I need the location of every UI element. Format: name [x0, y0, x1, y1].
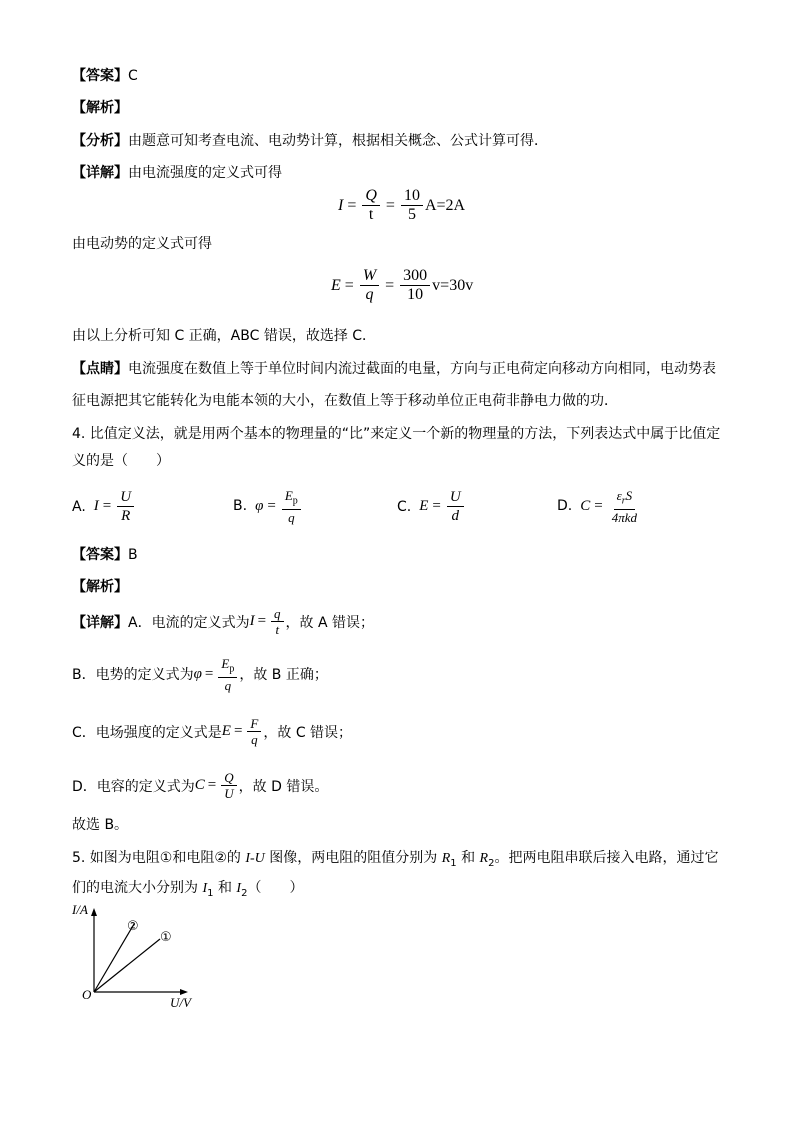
answer-value: C	[128, 68, 138, 84]
equation-emf: E = $\frac{W}{q}$ = $\frac{300}{10}$ v=30v	[331, 267, 474, 303]
x-axis-label: U/V	[170, 995, 191, 1010]
eq1-lhs: I	[338, 196, 344, 214]
eq2-frac1: $\frac{W}{q}$	[360, 267, 379, 304]
xiangjie-text: 由电流强度的定义式可得	[128, 165, 282, 181]
eq2-lhs: E	[331, 276, 341, 294]
line-resistor-1	[94, 939, 160, 992]
q4-explain-c: C．电场强度的定义式是 E = $\frac{F}{q}$ ，故 C 错误；	[72, 716, 353, 747]
xiangjie-tag: 【详解】	[72, 165, 128, 181]
dianjing-line-1: 【点睛】电流强度在数值上等于单位时间内流过截面的电量，方向与正电荷定向移动方向相同，电动势表	[72, 361, 716, 377]
eq2-result: v=30v	[432, 276, 474, 294]
eq1-result: A=2A	[424, 196, 466, 214]
y-axis-label: I/A	[72, 902, 88, 917]
conclusion: 由以上分析可知 C 正确，ABC 错误，故选择 C．	[72, 328, 377, 344]
answer-line-1	[72, 66, 138, 86]
q4-option-b[interactable]: B. φ = $\frac{E_p}{q}$	[233, 488, 303, 525]
y-axis-arrow	[91, 908, 97, 916]
eq2-frac2: $\frac{300}{10}$	[400, 267, 430, 304]
q4-option-c[interactable]: C. E = $\frac{U}{d}$	[397, 488, 466, 525]
line-2-label: ②	[127, 919, 139, 934]
analysis-tag: 【解析】	[72, 100, 128, 116]
q4-final: 故选 B。	[72, 817, 129, 833]
line-1-label: ①	[160, 930, 172, 945]
eq1-frac1: $\frac{Q}{t}$	[362, 187, 380, 224]
q4-option-d[interactable]: D. C = $\frac{\varepsilon_rS}{\text{4πkd}}$	[557, 488, 638, 525]
q4-option-a[interactable]: A. I = $\frac{U}{R}$	[72, 488, 136, 525]
q4-explain-d: D．电容的定义式为 C = $\frac{Q}{U}$ ，故 D 错误。	[72, 770, 329, 801]
q4-answer-value: B	[128, 547, 138, 563]
equation-current: I = $\frac{Q}{t}$ = $\frac{10}{5}$ A=2A	[338, 187, 466, 223]
xiangjie-line	[72, 163, 282, 183]
q5-stem-line-1: 5. 如图为电阻①和电阻②的 I-U 图像，两电阻的阻值分别为 $R_1$ 和 $R_2$。把两电阻串联后接入电路，通过它	[72, 850, 719, 869]
origin-label: O	[82, 987, 92, 1002]
answer-tag: 【答案】	[72, 68, 128, 84]
fenxi-line	[72, 131, 548, 151]
q4-answer-line: 【答案】B	[72, 547, 138, 563]
q4-explain-a: 【详解】 A．电流的定义式为 I = $\frac{q}{t}$ ，故 A 错误；	[72, 606, 375, 637]
q4-stem-line-2: 义的是（ ）	[72, 453, 170, 469]
q4-stem-line-1: 4. 比值定义法，就是用两个基本的物理量的“比”来定义一个新的物理量的方法，下列表达式中属于比值定	[72, 426, 721, 442]
q5-stem-line-2: 们的电流大小分别为 $I_1$ 和 $I_2$（ ）	[72, 880, 304, 899]
dianjing-line-2: 征电源把其它能转化为电能本领的大小，在数值上等于移动单位正电荷非静电力做的功．	[72, 393, 618, 409]
q4-analysis-tag: 【解析】	[72, 579, 128, 595]
eq1-frac2: $\frac{10}{5}$	[401, 187, 423, 224]
emf-intro: 由电动势的定义式可得	[72, 236, 212, 252]
q4-explain-b: B．电势的定义式为 φ = $\frac{E_p}{q}$ ，故 B 正确；	[72, 656, 328, 693]
dianjing-tag: 【点睛】	[72, 361, 128, 377]
line-resistor-2	[94, 924, 134, 992]
iu-graph	[70, 900, 210, 1010]
fenxi-tag: 【分析】	[72, 133, 128, 149]
fenxi-text: 由题意可知考查电流、电动势计算，根据相关概念、公式计算可得．	[128, 133, 548, 149]
